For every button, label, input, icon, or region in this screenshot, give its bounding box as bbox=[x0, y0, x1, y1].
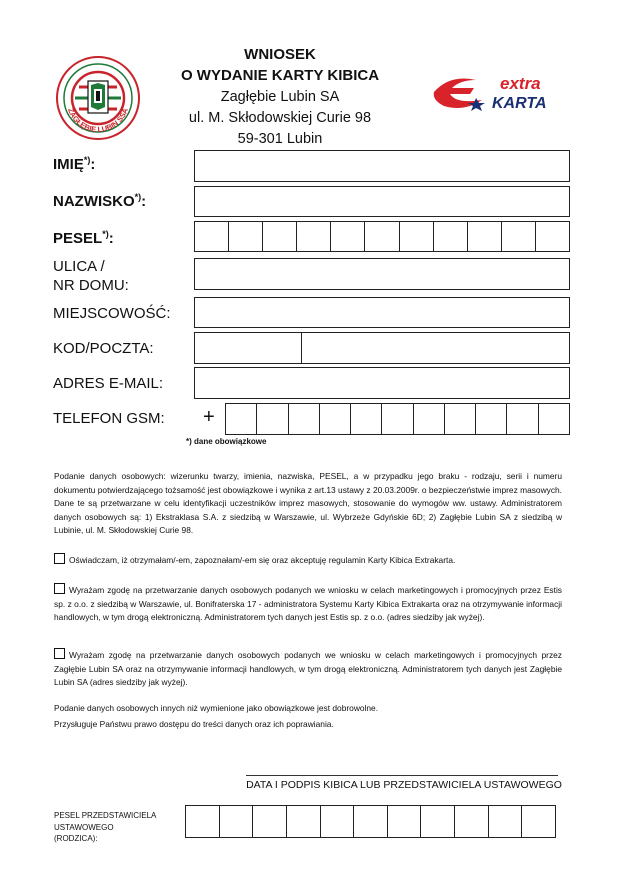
telefon-label: TELEFON GSM: bbox=[53, 410, 165, 427]
telefon-prefix: + bbox=[203, 406, 215, 428]
club-logo-text: ZAGŁĘBIE LUBIN SSA bbox=[66, 106, 130, 135]
pesel-cell[interactable] bbox=[536, 222, 569, 251]
representative-pesel-cell[interactable] bbox=[455, 806, 489, 837]
extrakarta-logo-top: extra bbox=[500, 74, 541, 93]
consent-3-checkbox[interactable] bbox=[54, 648, 65, 659]
miejscowosc-label: MIEJSCOWOŚĆ: bbox=[53, 305, 171, 322]
kod-input[interactable] bbox=[194, 332, 302, 364]
ulica-input[interactable] bbox=[194, 258, 570, 290]
poczta-input[interactable] bbox=[301, 332, 570, 364]
representative-pesel-input[interactable] bbox=[185, 805, 556, 838]
representative-pesel-cell[interactable] bbox=[220, 806, 254, 837]
pesel-cell[interactable] bbox=[502, 222, 536, 251]
ulica-label-line1: ULICA / bbox=[53, 258, 105, 275]
pesel-cell[interactable] bbox=[468, 222, 502, 251]
representative-pesel-cell[interactable] bbox=[522, 806, 555, 837]
miejscowosc-input[interactable] bbox=[194, 297, 570, 328]
kod-label: KOD/POCZTA: bbox=[53, 340, 154, 357]
pesel-cell[interactable] bbox=[263, 222, 297, 251]
access-note: Przysługuje Państwu prawo dostępu do treści danych oraz ich poprawiania. bbox=[54, 719, 334, 729]
telefon-cell[interactable] bbox=[414, 404, 445, 434]
representative-pesel-cell[interactable] bbox=[321, 806, 355, 837]
imie-label: IMIĘ*): bbox=[53, 155, 96, 173]
pesel-cell[interactable] bbox=[365, 222, 399, 251]
representative-label: PESEL PRZEDSTAWICIELA USTAWOWEGO (RODZICA): bbox=[54, 811, 157, 843]
extrakarta-logo-bottom: KARTA bbox=[492, 95, 547, 112]
telefon-cell[interactable] bbox=[476, 404, 507, 434]
nazwisko-input[interactable] bbox=[194, 186, 570, 217]
extrakarta-logo bbox=[430, 70, 580, 112]
imie-input[interactable] bbox=[194, 150, 570, 182]
email-input[interactable] bbox=[194, 367, 570, 399]
consent-2-text: Wyrażam zgodę na przetwarzanie danych osobowych podanych we wniosku w celach marketingowych i promocyjnych przez Estis sp. z o.o. z siedzibą w Warszawie, ul. Bonifraterska 17 - administratora Systemu Karty Kibica Extrakarta oraz na otrzymywanie informacji handlowych, w tym drogą elektroniczną. Administratorem tych danych jest Estis sp. z o.o. (adres siedziby jak wyżej). bbox=[54, 585, 562, 623]
telefon-cell[interactable] bbox=[351, 404, 382, 434]
telefon-cell[interactable] bbox=[257, 404, 288, 434]
telefon-input[interactable] bbox=[225, 403, 570, 435]
org-name: Zagłębie Lubin SA bbox=[220, 89, 340, 105]
consent-2-checkbox[interactable] bbox=[54, 583, 65, 594]
org-city: 59-301 Lubin bbox=[237, 131, 323, 147]
voluntary-note: Podanie danych osobowych innych niż wymienione jako obowiązkowe jest dobrowolne. bbox=[54, 703, 379, 713]
pesel-cell[interactable] bbox=[434, 222, 468, 251]
consent-3 bbox=[54, 648, 562, 690]
representative-pesel-cell[interactable] bbox=[388, 806, 422, 837]
required-note: *) dane obowiązkowe bbox=[186, 437, 267, 446]
pesel-cell[interactable] bbox=[229, 222, 263, 251]
telefon-cell[interactable] bbox=[382, 404, 413, 434]
ulica-label-line2: NR DOMU: bbox=[53, 277, 129, 294]
pesel-input[interactable] bbox=[194, 221, 570, 252]
consent-1-checkbox[interactable] bbox=[54, 553, 65, 564]
telefon-cell[interactable] bbox=[320, 404, 351, 434]
form-title-line1: WNIOSEK bbox=[244, 46, 316, 63]
pesel-cell[interactable] bbox=[331, 222, 365, 251]
telefon-cell[interactable] bbox=[507, 404, 538, 434]
representative-pesel-cell[interactable] bbox=[421, 806, 455, 837]
representative-pesel-cell[interactable] bbox=[186, 806, 220, 837]
representative-pesel-cell[interactable] bbox=[287, 806, 321, 837]
consent-1 bbox=[54, 553, 562, 568]
telefon-cell[interactable] bbox=[226, 404, 257, 434]
signature-line[interactable] bbox=[246, 775, 558, 776]
signature-label: DATA I PODPIS KIBICA LUB PRZEDSTAWICIELA USTAWOWEGO bbox=[246, 779, 562, 791]
pesel-cell[interactable] bbox=[400, 222, 434, 251]
representative-pesel-cell[interactable] bbox=[489, 806, 523, 837]
consent-2 bbox=[54, 583, 562, 625]
pesel-label: PESEL*): bbox=[53, 229, 114, 247]
pesel-cell[interactable] bbox=[297, 222, 331, 251]
telefon-cell[interactable] bbox=[539, 404, 569, 434]
org-street: ul. M. Skłodowskiej Curie 98 bbox=[188, 110, 372, 126]
form-title-line2: O WYDANIE KARTY KIBICA bbox=[180, 67, 380, 84]
nazwisko-label: NAZWISKO*): bbox=[53, 192, 147, 210]
pesel-cell[interactable] bbox=[195, 222, 229, 251]
email-label: ADRES E-MAIL: bbox=[53, 375, 164, 392]
data-info-paragraph: Podanie danych osobowych: wizerunku twarzy, imienia, nazwiska, PESEL, a w przypadku jego braku - rodzaju, serii i numeru dokumentu potwierdzającego tożsamość jest obowiązkowe i wynika z art.13 ustawy z 20.03.2009r. o bezpieczeństwie imprez masowych. Dane te są przetwarzane w celu identyfikacji uczestników imprez masowych, stosowanie do wymogów ww. ustawy. Administratorem danych osobowych są: 1) Ekstraklasa S.A. z siedzibą w Warszawie, ul. Wybrzeże Gdyńskie 6D; 2) Zagłębie Lubin SA z siedzibą w Lubinie, ul. M. Skłodowskiej Curie 98. bbox=[54, 471, 562, 536]
club-logo bbox=[55, 55, 141, 141]
telefon-cell[interactable] bbox=[289, 404, 320, 434]
consent-3-text: Wyrażam zgodę na przetwarzanie danych osobowych podanych we wniosku w celach marketingowych i promocyjnych przez Zagłębie Lubin SA oraz na otrzymywanie informacji handlowych, w tym drogą elektroniczną. Administratorem tych danych jest Zagłębie Lubin SA (adres siedziby jak wyżej). bbox=[54, 650, 562, 688]
telefon-cell[interactable] bbox=[445, 404, 476, 434]
consent-1-text: Oświadczam, iż otrzymałam/-em, zapoznałam/-em się oraz akceptuję regulamin Karty Kibica Extrakarta. bbox=[69, 555, 456, 565]
representative-pesel-cell[interactable] bbox=[354, 806, 388, 837]
representative-pesel-cell[interactable] bbox=[253, 806, 287, 837]
